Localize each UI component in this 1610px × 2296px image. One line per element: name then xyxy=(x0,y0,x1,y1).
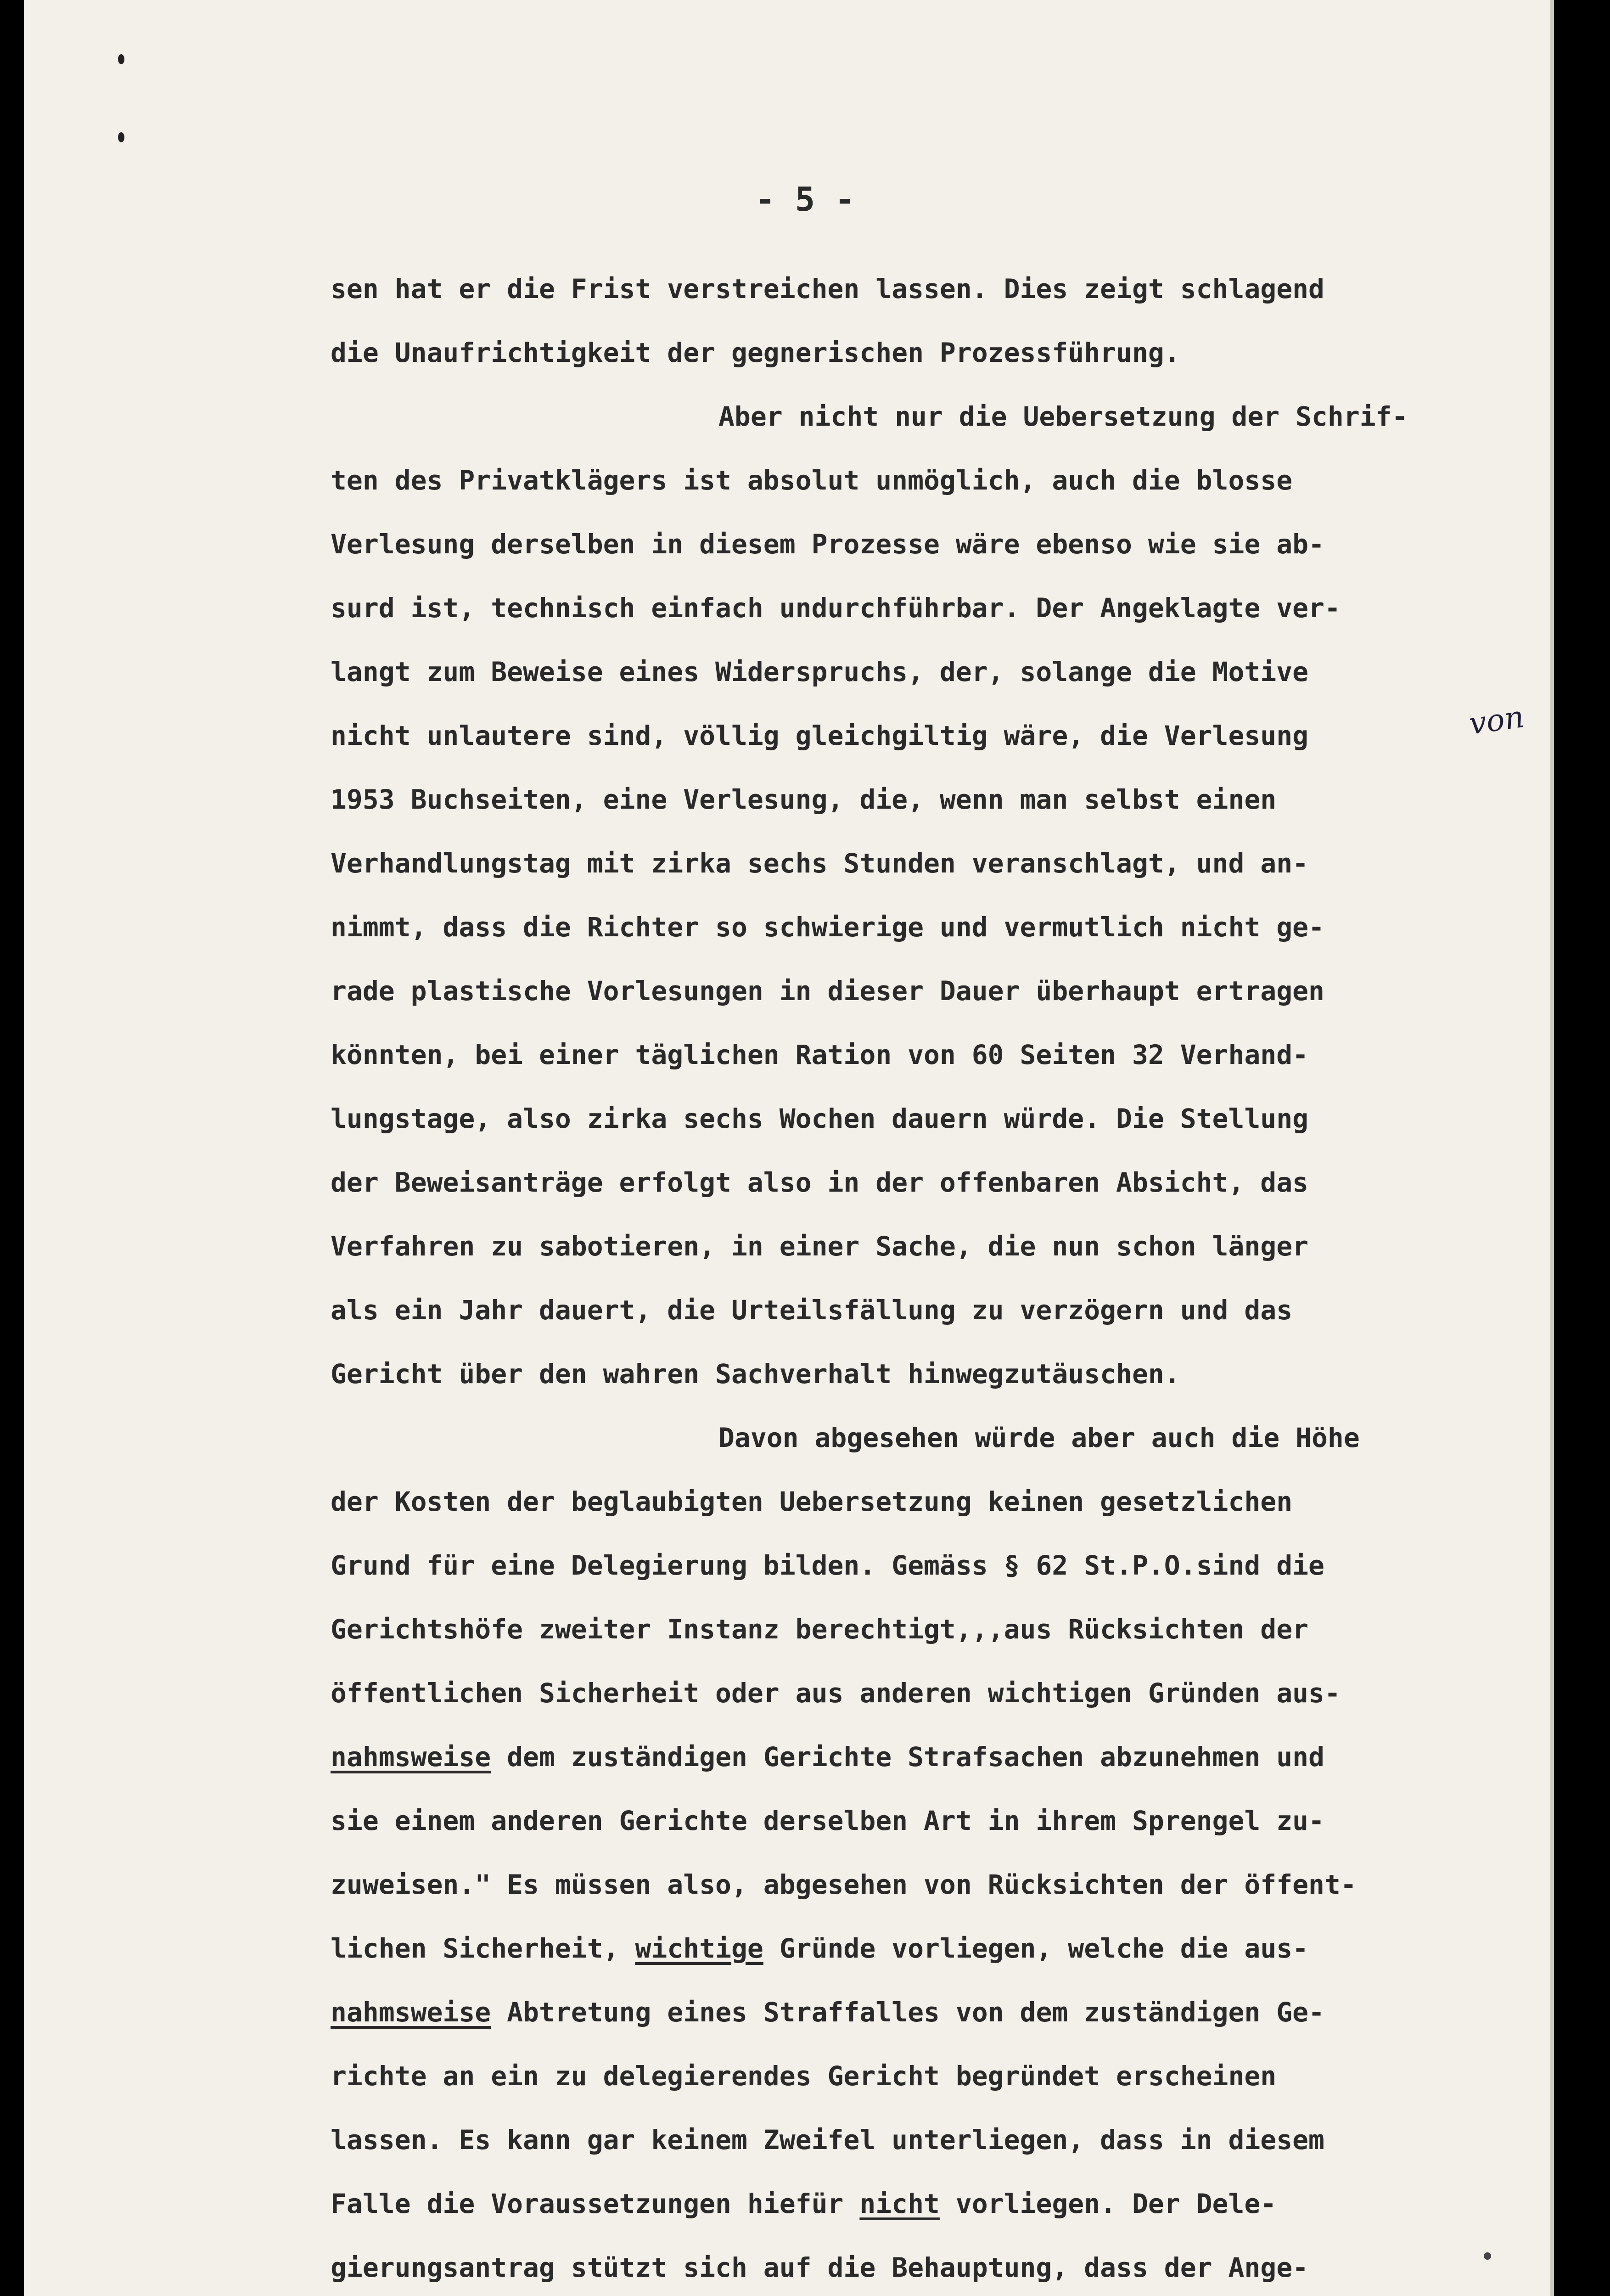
text-line: Aber nicht nur die Uebersetzung der Schrif- xyxy=(718,401,1408,432)
text-line: als ein Jahr dauert, die Urteilsfällung zu verzögern und das xyxy=(331,1294,1293,1326)
text-line: 1953 Buchseiten, eine Verlesung, die, wenn man selbst einen xyxy=(331,784,1277,815)
text-line: Verfahren zu sabotieren, in einer Sache, die nun schon länger xyxy=(331,1231,1309,1262)
text-line: richte an ein zu delegierendes Gericht begründet erscheinen xyxy=(331,2060,1277,2092)
text-line: Gericht über den wahren Sachverhalt hinwegzutäuschen. xyxy=(331,1358,1180,1390)
text-line: Davon abgesehen würde aber auch die Höhe xyxy=(718,1422,1360,1453)
text-line: gierungsantrag stützt sich auf die Behauptung, dass der Ange- xyxy=(331,2252,1309,2283)
text-line: der Kosten der beglaubigten Uebersetzung keinen gesetzlichen xyxy=(331,1486,1293,1517)
handwritten-margin-note: von xyxy=(1467,699,1526,742)
underlined-word: nahmsweise xyxy=(331,1741,491,1773)
text-line: surd ist, technisch einfach undurchführbar. Der Angeklagte ver- xyxy=(331,592,1341,624)
text-line: öffentlichen Sicherheit oder aus anderen wichtigen Gründen aus- xyxy=(331,1677,1341,1709)
punch-hole xyxy=(118,132,124,142)
text-line: lassen. Es kann gar keinem Zweifel unterliegen, dass in diesem xyxy=(331,2124,1324,2155)
text-line: Verhandlungstag mit zirka sechs Stunden veranschlagt, und an- xyxy=(331,848,1309,879)
text-line: könnten, bei einer täglichen Ration von 60 Seiten 32 Verhand- xyxy=(331,1039,1309,1070)
text-line: nicht unlautere sind, völlig gleichgiltig wäre, die Verlesung xyxy=(331,720,1309,751)
text-line: Gerichtshöfe zweiter Instanz berechtigt,,,aus Rücksichten der xyxy=(331,1614,1309,1645)
text-line: ten des Privatklägers ist absolut unmöglich, auch die blosse xyxy=(331,465,1293,496)
text-line: langt zum Beweise eines Widerspruchs, der, solange die Motive xyxy=(331,656,1309,687)
text-line: der Beweisanträge erfolgt also in der offenbaren Absicht, das xyxy=(331,1167,1309,1198)
text-line: nimmt, dass die Richter so schwierige und vermutlich nicht ge- xyxy=(331,912,1324,943)
underlined-word: nahmsweise xyxy=(331,1997,491,2028)
text-line: Falle die Voraussetzungen hiefür nicht vorliegen. Der Dele- xyxy=(331,2188,1277,2219)
paper-edge xyxy=(1550,0,1554,2296)
page-number: - 5 - xyxy=(755,180,855,219)
text-line: rade plastische Vorlesungen in dieser Dauer überhaupt ertragen xyxy=(331,975,1324,1007)
underlined-word: wichtige xyxy=(635,1933,763,1964)
punch-hole xyxy=(118,54,124,64)
text-line: lungstage, also zirka sechs Wochen dauern würde. Die Stellung xyxy=(331,1103,1309,1134)
text-line: lichen Sicherheit, wichtige Gründe vorliegen, welche die aus- xyxy=(331,1933,1309,1964)
text-line: nahmsweise dem zuständigen Gerichte Strafsachen abzunehmen und xyxy=(331,1741,1324,1773)
text-line: Grund für eine Delegierung bilden. Gemäss § 62 St.P.O.sind die xyxy=(331,1550,1324,1581)
text-line: sie einem anderen Gerichte derselben Art in ihrem Sprengel zu- xyxy=(331,1805,1324,1836)
text-line: sen hat er die Frist verstreichen lassen. Dies zeigt schlagend xyxy=(331,273,1324,304)
text-line: zuweisen." Es müssen also, abgesehen von Rücksichten der öffent- xyxy=(331,1869,1357,1900)
text-line: Verlesung derselben in diesem Prozesse wäre ebenso wie sie ab- xyxy=(331,529,1324,560)
text-line: die Unaufrichtigkeit der gegnerischen Prozessführung. xyxy=(331,337,1180,368)
body-text xyxy=(331,257,1524,2296)
underlined-word: nicht xyxy=(859,2188,940,2219)
text-line: nahmsweise Abtretung eines Straffalles von dem zuständigen Ge- xyxy=(331,1997,1324,2028)
